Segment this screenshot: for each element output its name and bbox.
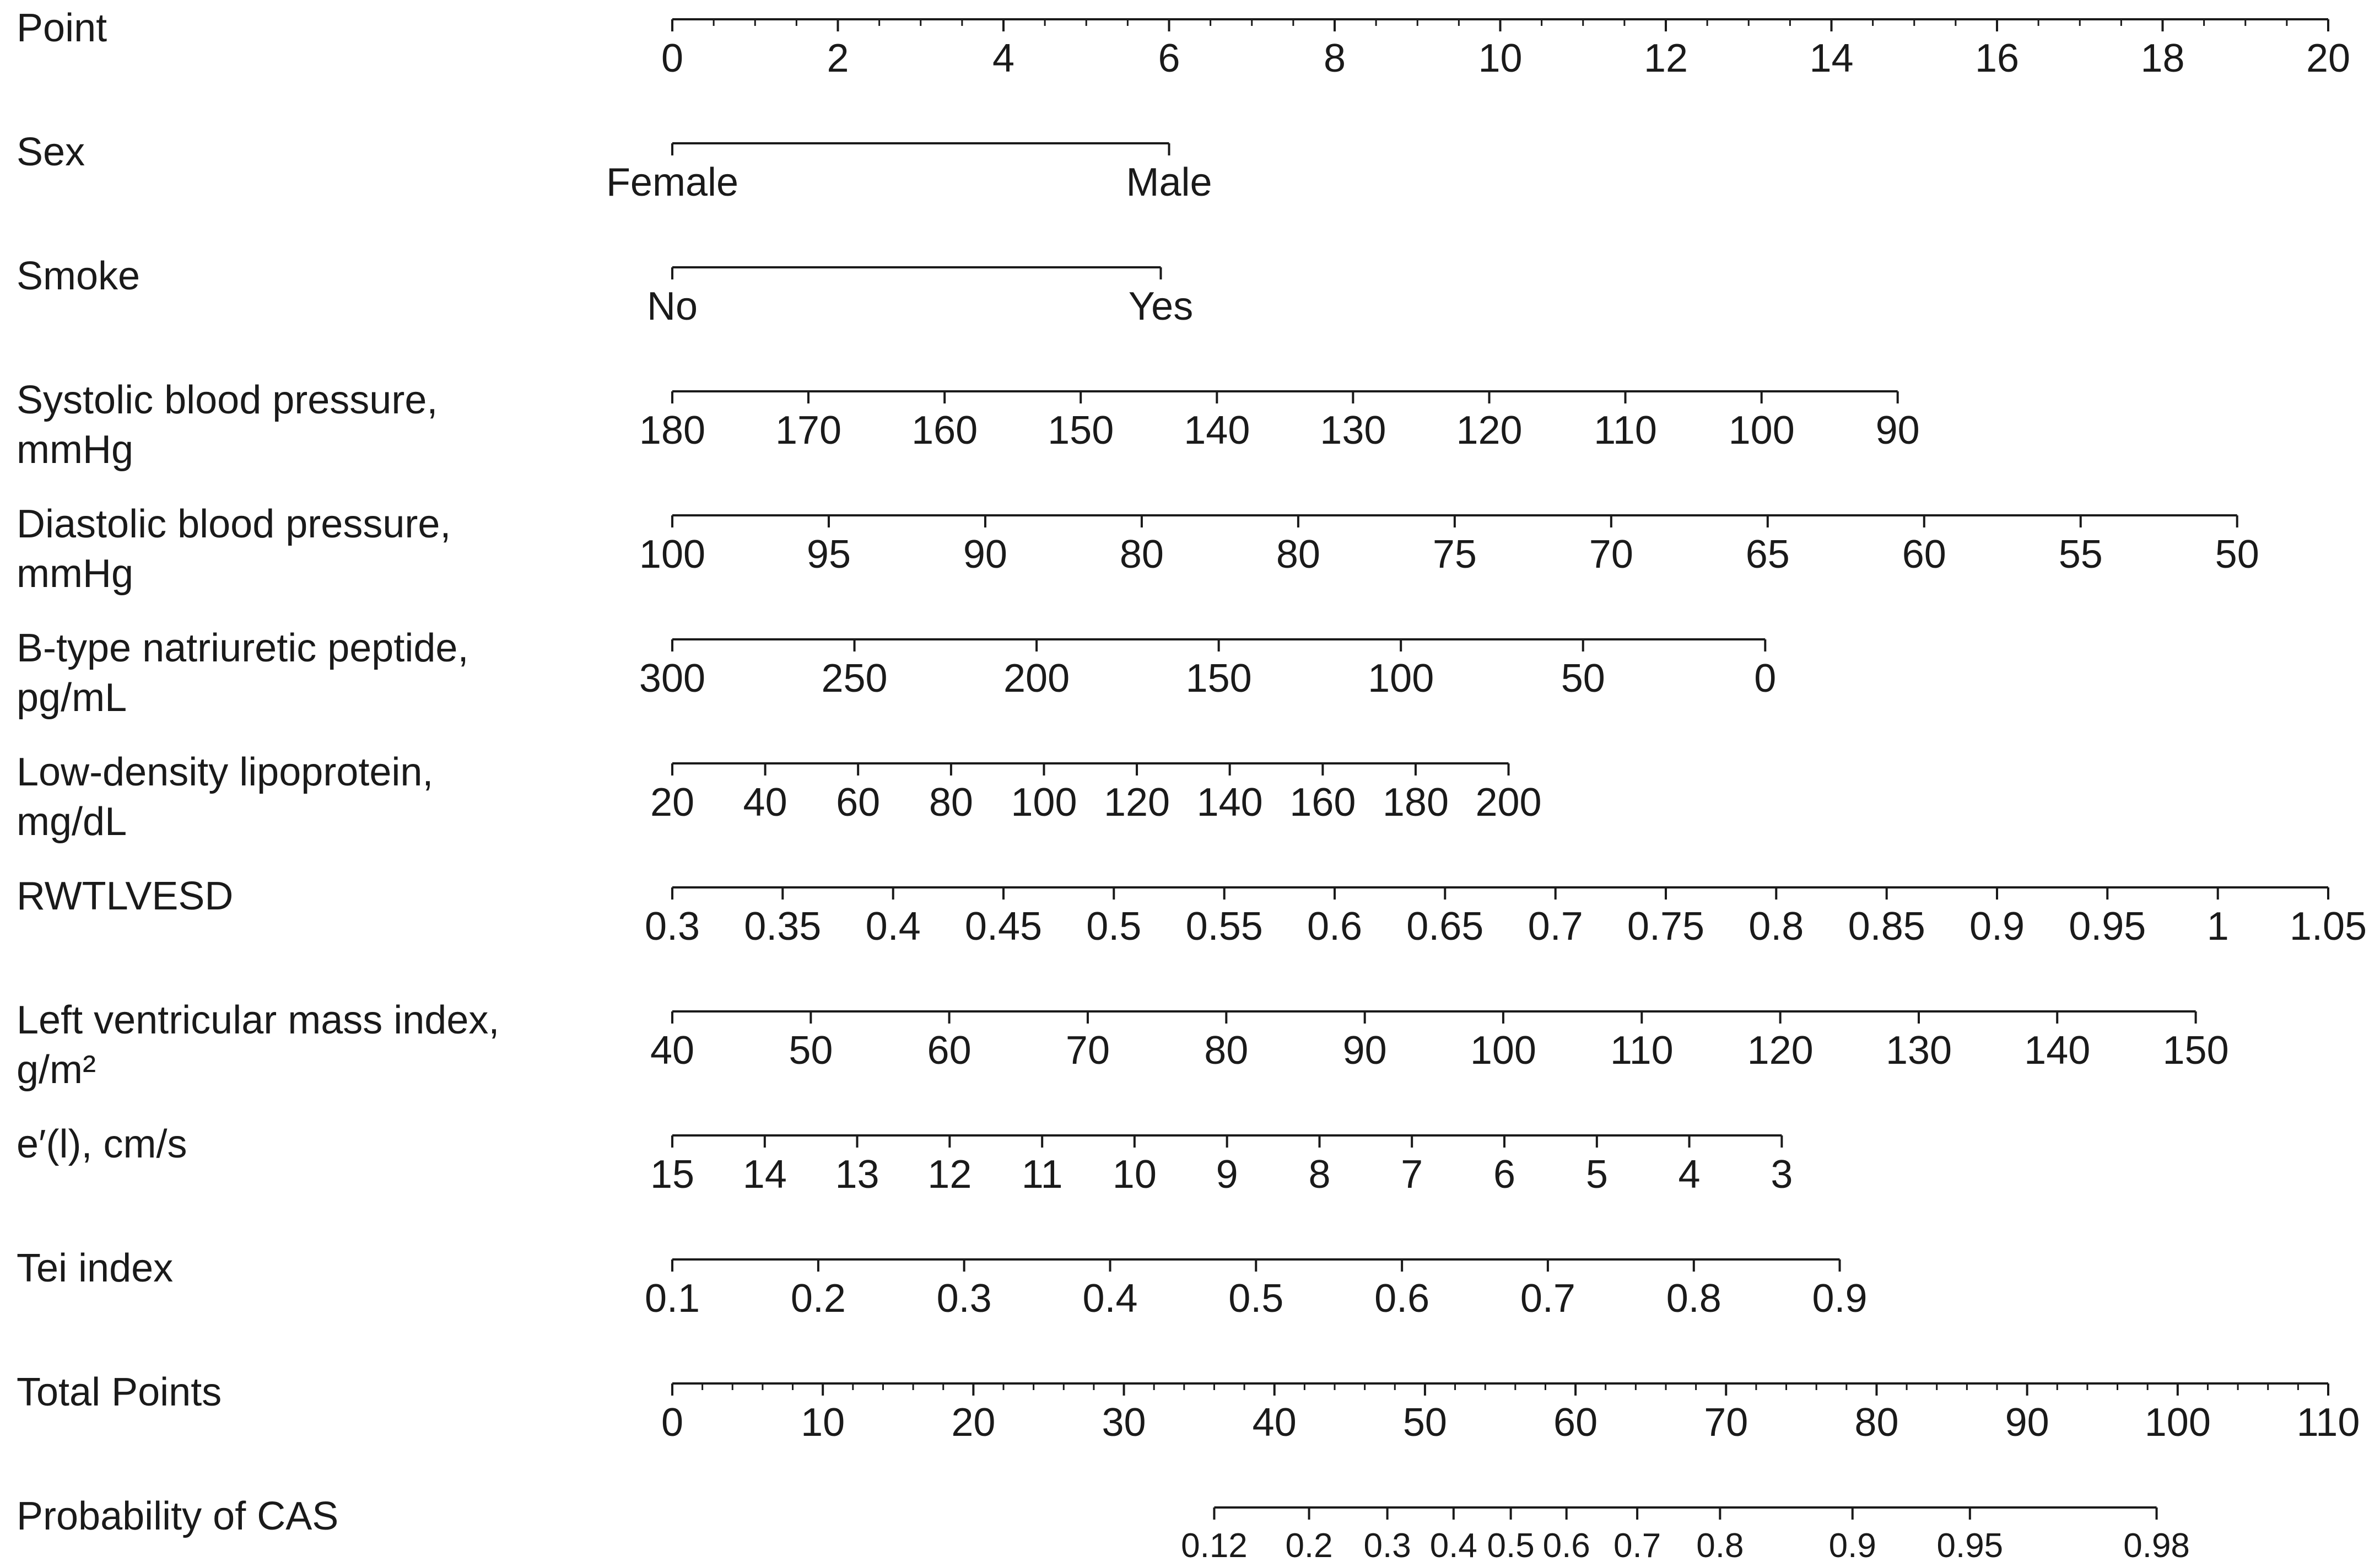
tick-label: 110: [1594, 408, 1657, 453]
tick-label: 9: [1216, 1153, 1238, 1197]
tick-label: 100: [639, 532, 706, 577]
tick-label: 60: [927, 1028, 972, 1073]
tick-label: 10: [1112, 1153, 1157, 1197]
tick-label: 110: [1610, 1028, 1674, 1073]
tick-label: 18: [2140, 36, 2185, 80]
tick-label: 80: [1854, 1401, 1899, 1445]
tick-label: 180: [1382, 780, 1449, 825]
tick-label: 100: [1368, 656, 1434, 701]
row-label-point: [17, 6, 107, 50]
tick-label: 10: [1478, 36, 1523, 80]
row-label-line: Sex: [17, 130, 85, 174]
tick-label: 80: [929, 780, 973, 825]
tick-label: 70: [1589, 532, 1633, 577]
tick-label: 4: [1678, 1153, 1701, 1197]
tick-label: 50: [789, 1028, 833, 1073]
tick-label: 8: [1308, 1153, 1331, 1197]
tick-label: 13: [835, 1153, 879, 1197]
tick-label: 80: [1276, 532, 1320, 577]
row-label-line: Low-density lipoprotein,: [17, 750, 434, 794]
row-label-line: Systolic blood pressure,: [17, 378, 438, 422]
tick-label: 0.55: [1185, 904, 1263, 949]
tick-label: 4: [992, 36, 1015, 80]
row-label-tei-index: [17, 1246, 173, 1290]
tick-label: 130: [1885, 1028, 1952, 1073]
tick-label: 150: [2162, 1028, 2229, 1073]
tick-label: 50: [1561, 656, 1605, 701]
tick-label: 60: [836, 780, 881, 825]
tick-label: Female: [606, 160, 739, 204]
tick-label: 0.5: [1228, 1277, 1284, 1321]
tick-label: 0.98: [2123, 1527, 2190, 1565]
tick-label: 0.35: [744, 904, 822, 949]
tick-label: 300: [639, 656, 706, 701]
tick-label: 60: [1902, 532, 1946, 577]
tick-label: 15: [650, 1153, 695, 1197]
tick-label: 55: [2058, 532, 2103, 577]
tick-label: 100: [1470, 1028, 1536, 1073]
tick-label: 110: [2296, 1401, 2360, 1445]
tick-label: 3: [1771, 1153, 1793, 1197]
tick-label: 0.65: [1406, 904, 1484, 949]
tick-label: 0.95: [2069, 904, 2146, 949]
row-label-line: Diastolic blood pressure,: [17, 502, 451, 546]
tick-label: 20: [951, 1401, 996, 1445]
tick-label: 80: [1119, 532, 1164, 577]
tick-label: 90: [1875, 408, 1920, 453]
row-label-left-ventricular-mass-index: [17, 998, 499, 1092]
tick-label: 0.3: [936, 1277, 992, 1321]
tick-label: 70: [1065, 1028, 1110, 1073]
tick-label: 0.5: [1487, 1527, 1535, 1565]
tick-label: 120: [1747, 1028, 1814, 1073]
tick-label: 200: [1003, 656, 1070, 701]
tick-label: 180: [639, 408, 706, 453]
tick-label: 90: [963, 532, 1007, 577]
tick-label: 0: [661, 36, 684, 80]
tick-label: 50: [1402, 1401, 1447, 1445]
row-label-line: Left ventricular mass index,: [17, 998, 500, 1042]
row-label-b-type-natriuretic-peptide: [17, 626, 468, 720]
tick-label: 0.9: [1812, 1277, 1868, 1321]
tick-label: 75: [1432, 532, 1477, 577]
tick-label: 40: [650, 1028, 695, 1073]
tick-label: 120: [1456, 408, 1523, 453]
tick-label: Male: [1126, 160, 1212, 204]
row-label-line: pg/mL: [17, 676, 127, 720]
row-label-line: Point: [17, 6, 107, 50]
tick-label: 80: [1204, 1028, 1249, 1073]
tick-label: 60: [1553, 1401, 1598, 1445]
row-label-e-l-cm-s: [17, 1122, 187, 1166]
tick-label: 6: [1493, 1153, 1516, 1197]
tick-label: 0.95: [1936, 1527, 2004, 1565]
row-label-smoke: [17, 254, 140, 298]
tick-label: 0.85: [1848, 904, 1925, 949]
tick-label: 140: [1196, 780, 1263, 825]
row-label-probability-of-cas: [17, 1494, 338, 1538]
tick-label: 1: [2206, 904, 2229, 949]
tick-label: 11: [1021, 1153, 1063, 1197]
tick-label: 0.4: [1082, 1277, 1138, 1321]
tick-label: 0: [1754, 656, 1777, 701]
tick-label: 0.2: [1285, 1527, 1333, 1565]
tick-label: 0.9: [1828, 1527, 1876, 1565]
tick-label: 0.7: [1520, 1277, 1575, 1321]
tick-label: 1.05: [2289, 904, 2367, 949]
tick-label: 0.4: [1429, 1527, 1477, 1565]
tick-label: 0.12: [1181, 1527, 1248, 1565]
row-label-line: RWTLVESD: [17, 874, 234, 918]
tick-label: 65: [1745, 532, 1790, 577]
tick-label: 150: [1185, 656, 1252, 701]
tick-label: 0.6: [1542, 1527, 1590, 1565]
tick-label: 160: [1289, 780, 1356, 825]
tick-label: 140: [1184, 408, 1250, 453]
row-label-rwtlvesd: [17, 874, 233, 918]
tick-label: 14: [742, 1153, 787, 1197]
tick-label: 12: [927, 1153, 972, 1197]
tick-label: 140: [2024, 1028, 2091, 1073]
tick-label: Yes: [1128, 284, 1194, 329]
tick-label: 100: [1728, 408, 1795, 453]
row-label-line: Smoke: [17, 254, 141, 298]
tick-label: 6: [1158, 36, 1180, 80]
tick-label: 0.9: [1969, 904, 2025, 949]
tick-label: 120: [1103, 780, 1170, 825]
row-label-total-points: [17, 1370, 222, 1414]
tick-label: 7: [1401, 1153, 1423, 1197]
tick-label: 70: [1704, 1401, 1748, 1445]
tick-label: 0.8: [1696, 1527, 1744, 1565]
tick-label: 0.4: [865, 904, 921, 949]
row-label-line: Tei index: [17, 1246, 174, 1290]
tick-label: 0.45: [964, 904, 1043, 949]
tick-label: 0: [661, 1401, 684, 1445]
row-label-line: g/m²: [17, 1048, 96, 1092]
row-label-line: mmHg: [17, 552, 133, 596]
row-label-line: e′(l), cm/s: [17, 1122, 187, 1166]
tick-label: 0.2: [790, 1277, 846, 1321]
tick-label: 30: [1102, 1401, 1146, 1445]
tick-label: 130: [1320, 408, 1386, 453]
tick-label: 20: [2306, 36, 2351, 80]
tick-label: 200: [1475, 780, 1542, 825]
tick-label: 100: [1011, 780, 1077, 825]
tick-label: No: [646, 284, 698, 329]
tick-label: 12: [1643, 36, 1688, 80]
tick-label: 0.6: [1374, 1277, 1430, 1321]
tick-label: 0.8: [1666, 1277, 1721, 1321]
tick-label: 10: [801, 1401, 845, 1445]
row-label-low-density-lipoprotein: [17, 750, 433, 844]
tick-label: 150: [1048, 408, 1114, 453]
tick-label: 14: [1809, 36, 1854, 80]
tick-label: 170: [775, 408, 842, 453]
row-label-line: Total Points: [17, 1370, 222, 1414]
row-label-sex: [17, 130, 85, 174]
tick-label: 40: [1252, 1401, 1297, 1445]
tick-label: 0.75: [1627, 904, 1705, 949]
tick-label: 0.6: [1307, 904, 1363, 949]
tick-label: 250: [821, 656, 888, 701]
tick-label: 100: [2144, 1401, 2211, 1445]
tick-label: 90: [1342, 1028, 1387, 1073]
tick-label: 0.5: [1086, 904, 1142, 949]
tick-label: 90: [2005, 1401, 2049, 1445]
tick-label: 2: [827, 36, 849, 80]
row-label-systolic-blood-pressure: [17, 378, 438, 472]
tick-label: 50: [2215, 532, 2259, 577]
tick-label: 0.3: [1363, 1527, 1411, 1565]
tick-label: 5: [1585, 1153, 1608, 1197]
tick-label: 0.1: [644, 1277, 700, 1321]
row-label-line: Probability of CAS: [17, 1494, 339, 1538]
tick-label: 0.8: [1748, 904, 1804, 949]
tick-label: 0.7: [1613, 1527, 1661, 1565]
tick-label: 160: [911, 408, 978, 453]
tick-label: 0.7: [1528, 904, 1583, 949]
row-label-diastolic-blood-pressure: [17, 502, 451, 596]
row-label-line: mg/dL: [17, 800, 127, 844]
row-label-line: mmHg: [17, 428, 133, 472]
tick-label: 0.3: [644, 904, 700, 949]
tick-label: 40: [743, 780, 787, 825]
tick-label: 8: [1323, 36, 1346, 80]
tick-label: 20: [650, 780, 695, 825]
row-label-line: B-type natriuretic peptide,: [17, 626, 469, 670]
tick-label: 95: [806, 532, 851, 577]
tick-label: 16: [1974, 36, 2020, 80]
